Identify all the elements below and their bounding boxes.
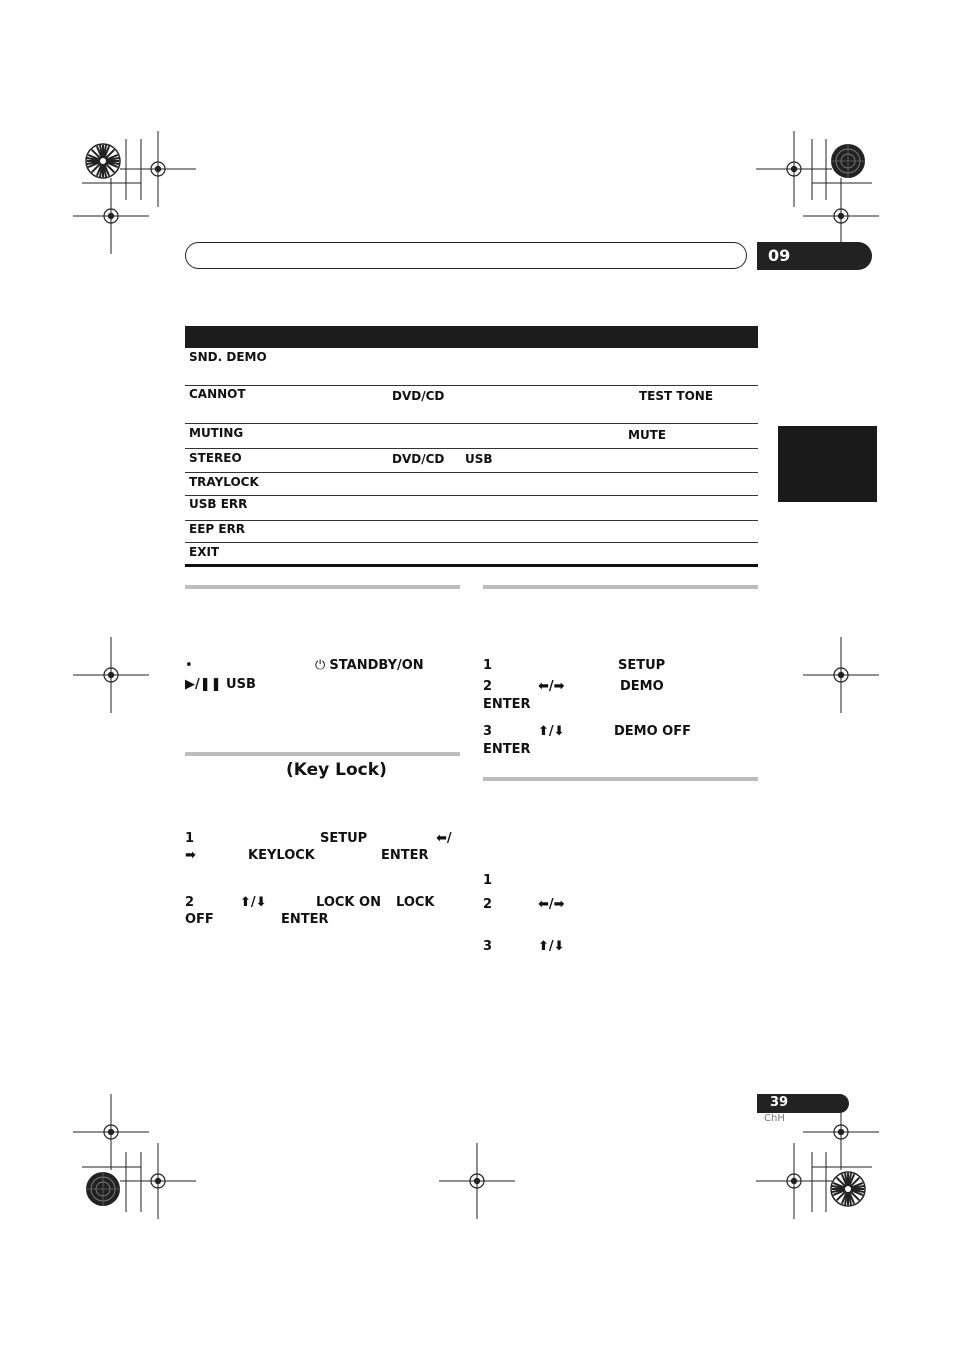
demo-label: DEMO bbox=[620, 679, 664, 694]
table-cell: STEREO bbox=[189, 451, 242, 465]
table-cell: TEST TONE bbox=[639, 389, 714, 403]
power-icon: ⏻ bbox=[315, 658, 330, 673]
language-code: ChH bbox=[764, 1113, 785, 1124]
setup-label: SETUP bbox=[618, 658, 666, 673]
keylock-label: KEYLOCK bbox=[248, 848, 315, 863]
table-cell: EXIT bbox=[189, 545, 220, 559]
enter-label: ENTER bbox=[281, 912, 329, 927]
enter-label: ENTER bbox=[483, 697, 531, 712]
play-usb-label: ▶/❚❚ USB bbox=[185, 677, 256, 692]
demo-off-label: DEMO OFF bbox=[614, 724, 691, 739]
table-bottom-rule bbox=[185, 564, 758, 567]
up-down-arrow-icon: ⬆/⬇ bbox=[538, 724, 565, 739]
lock-on-label: LOCK ON bbox=[316, 895, 381, 910]
table-cell: DVD/CD bbox=[392, 389, 445, 403]
left-right-arrow-icon: ⬅/➡ bbox=[538, 897, 565, 912]
table-cell: DVD/CD bbox=[392, 452, 445, 466]
step-number: 3 bbox=[483, 724, 493, 739]
row-divider bbox=[185, 542, 758, 543]
step-number: 1 bbox=[185, 831, 195, 846]
table-cell: USB bbox=[465, 452, 493, 466]
row-divider bbox=[185, 423, 758, 424]
table-cell: CANNOT bbox=[189, 387, 246, 401]
row-divider bbox=[185, 520, 758, 521]
row-divider bbox=[185, 472, 758, 473]
enter-label: ENTER bbox=[381, 848, 429, 863]
chapter-tab bbox=[757, 242, 872, 270]
right-arrow-icon: ➡ bbox=[185, 848, 196, 863]
table-cell: MUTE bbox=[628, 428, 667, 442]
key-lock-heading: (Key Lock) bbox=[286, 760, 387, 780]
row-divider bbox=[185, 448, 758, 449]
header-title-bar bbox=[185, 242, 747, 269]
page-number-tab bbox=[757, 1094, 849, 1113]
step-number: 2 bbox=[483, 679, 493, 694]
section-rule bbox=[185, 585, 460, 589]
enter-label: ENTER bbox=[483, 742, 531, 757]
off-label: OFF bbox=[185, 912, 214, 927]
left-right-arrow-icon: ⬅/➡ bbox=[538, 679, 565, 694]
lock-label: LOCK bbox=[396, 895, 435, 910]
section-rule bbox=[185, 752, 460, 756]
step-number: 2 bbox=[185, 895, 195, 910]
bullet: • bbox=[185, 658, 193, 673]
up-down-arrow-icon: ⬆/⬇ bbox=[240, 895, 267, 910]
table-cell: EEP ERR bbox=[189, 522, 246, 536]
step-number: 1 bbox=[483, 658, 493, 673]
table-cell: USB ERR bbox=[189, 497, 248, 511]
table-cell: MUTING bbox=[189, 426, 244, 440]
step-number: 3 bbox=[483, 939, 493, 954]
language-side-tab bbox=[778, 426, 877, 502]
row-divider bbox=[185, 385, 758, 386]
step-number: 1 bbox=[483, 873, 493, 888]
standby-label: ⏻ STANDBY/ON bbox=[315, 658, 424, 673]
section-rule bbox=[483, 585, 758, 589]
section-rule bbox=[483, 777, 758, 781]
table-cell: SND. DEMO bbox=[189, 350, 267, 364]
table-cell: TRAYLOCK bbox=[189, 475, 259, 489]
row-divider bbox=[185, 495, 758, 496]
setup-label: SETUP bbox=[320, 831, 368, 846]
left-arrow-icon: ⬅/ bbox=[436, 831, 452, 846]
page-number: 39 bbox=[770, 1095, 789, 1110]
step-number: 2 bbox=[483, 897, 493, 912]
chapter-number: 09 bbox=[768, 246, 791, 265]
up-down-arrow-icon: ⬆/⬇ bbox=[538, 939, 565, 954]
table-header bbox=[185, 326, 758, 348]
